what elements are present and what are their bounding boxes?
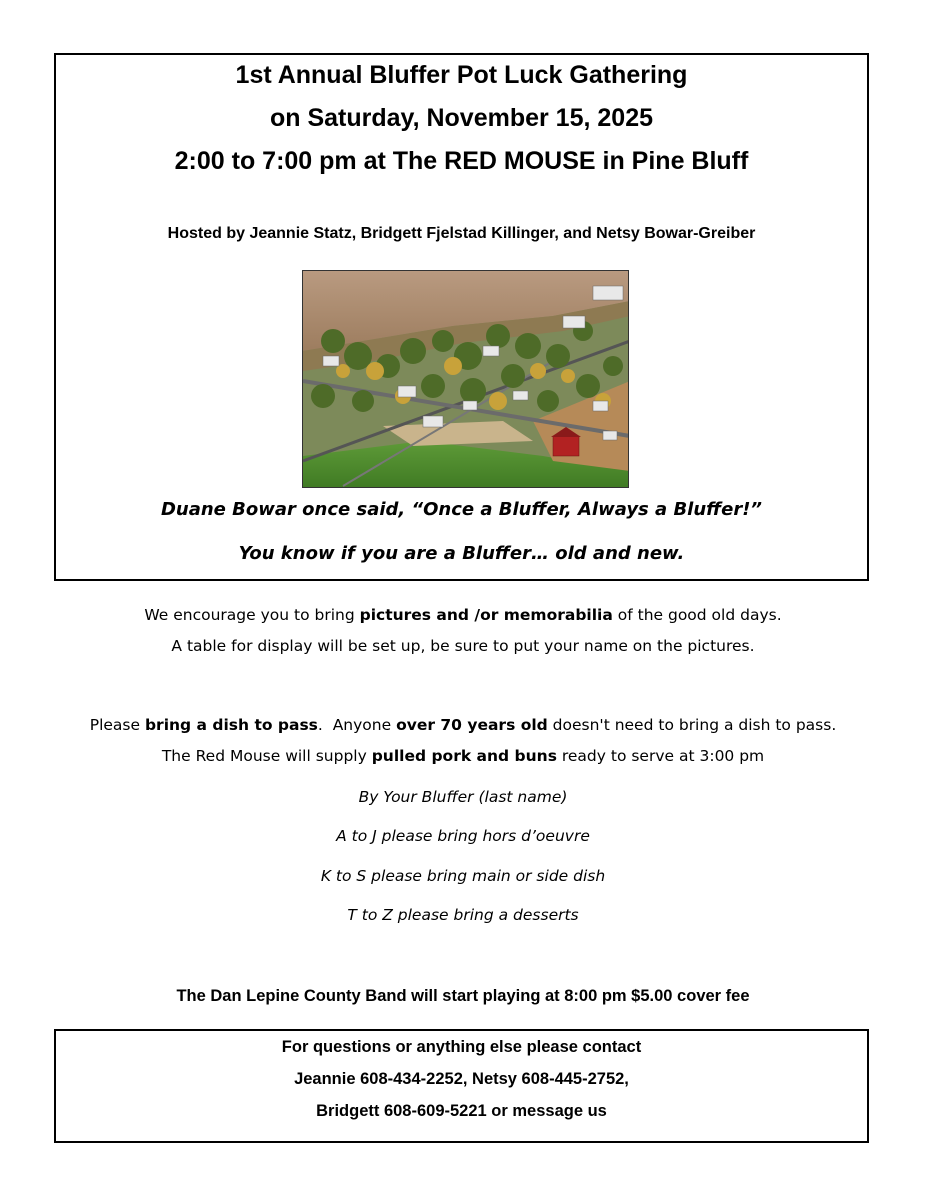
assignment-t-to-z: T to Z please bring a desserts xyxy=(347,906,579,924)
hosted-by: Hosted by Jeannie Statz, Bridgett Fjelstad Killinger, and Netsy Bowar-Greiber xyxy=(167,225,756,242)
assignment-heading: By Your Bluffer (last name) xyxy=(358,788,568,806)
title-line-1: 1st Annual Bluffer Pot Luck Gathering xyxy=(235,61,688,89)
aerial-village-photo xyxy=(302,270,629,488)
title-line-2: on Saturday, November 15, 2025 xyxy=(269,104,654,132)
memorabilia-line-2: A table for display will be set up, be sure to put your name on the pictures. xyxy=(171,637,755,655)
quote-once-a-bluffer: Duane Bowar once said, “Once a Bluffer, Always a Bluffer!” xyxy=(160,499,763,520)
assignment-a-to-j: A to J please bring hors d’oeuvre xyxy=(336,827,590,845)
title-line-3: 2:00 to 7:00 pm at The RED MOUSE in Pine Bluff xyxy=(174,147,749,175)
assignment-k-to-s: K to S please bring main or side dish xyxy=(320,867,606,885)
quote-old-and-new: You know if you are a Bluffer… old and new. xyxy=(238,543,685,564)
event-header-box xyxy=(54,53,869,581)
dish-line-1: Please bring a dish to pass. Anyone over 70 years old doesn't need to bring a dish to pass. xyxy=(89,716,837,734)
memorabilia-line-1: We encourage you to bring pictures and /or memorabilia of the good old days. xyxy=(144,606,782,624)
contact-line-1: For questions or anything else please contact xyxy=(281,1038,642,1056)
dish-line-2: The Red Mouse will supply pulled pork and buns ready to serve at 3:00 pm xyxy=(161,747,765,765)
contact-line-2: Jeannie 608-434-2252, Netsy 608-445-2752, xyxy=(294,1070,629,1088)
band-announcement: The Dan Lepine County Band will start playing at 8:00 pm $5.00 cover fee xyxy=(176,987,750,1005)
contact-line-3: Bridgett 608-609-5221 or message us xyxy=(316,1102,607,1120)
contact-box xyxy=(54,1029,869,1143)
